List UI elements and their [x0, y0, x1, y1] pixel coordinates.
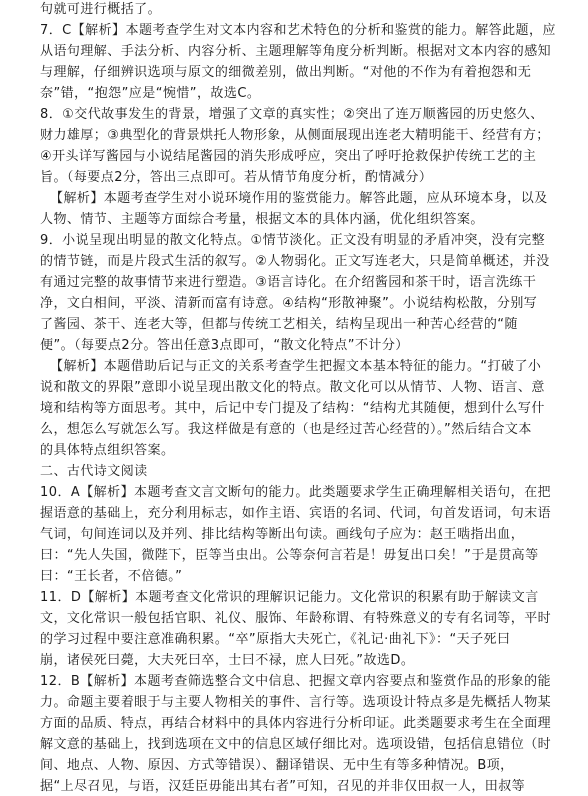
text-line: 的学习过程中要注意准确积累。“卒”原指大夫死亡，《礼记·曲礼下》：“天子死曰 — [40, 632, 511, 647]
text-line: 奈”错，“抱怨”应是“惋惜”，故选C。 — [40, 86, 261, 101]
text-line: 曰：“王长者，不倍德。” — [40, 569, 183, 584]
text-line: 旨。（每要点2分，答出三点即可。若从情节角度分析，酌情减分） — [40, 170, 433, 185]
analysis-label: 【解析】本题借助后记与正文的关系考查学生把握文本基本特征的能力。“打破了小 — [50, 359, 542, 374]
text-line: 句就可进行概括了。 — [40, 2, 162, 17]
analysis-label: 【解析】本题考查学生对小说环境作用的鉴赏能力。解答此题，应从环境本身，以及 — [50, 191, 548, 206]
text-line: 财力雄厚；③典型化的背景烘托人物形象，从侧面展现出连老大精明能干、经营有方； — [40, 128, 550, 143]
text-line: 握语意的基础上，充分利用标志，如作主语、宾语的名词、代词，句首发语词，句末语 — [40, 506, 552, 521]
text-line: 的情节链，而是片段式生活的叙写。②人物弱化。正文写连老大，只是简单概述，并没 — [40, 254, 550, 269]
text-line: 说和散文的界限”意即小说呈现出散文化的特点。散文化可以从情节、人物、语言、意 — [40, 380, 545, 395]
text-line: 8．①交代故事发生的背景，增强了文章的真实性；②突出了连万顺酱园的历史悠久、 — [40, 107, 544, 122]
text-line: ④开头详写酱园与小说结尾酱园的消失形成呼应，突出了呼吁抢救保护传统工艺的主 — [40, 149, 537, 164]
text-line: 力。命题主要着眼于与主要人物相关的事件、言行等。选项设计特点多是先概括人物某 — [40, 695, 552, 710]
text-line: 境和结构等方面思考。其中，后记中专门提及了结构：“结构尤其随便，想到什么写什 — [40, 401, 545, 416]
text-line: 文，文化常识一般包括官职、礼仪、服饰、年龄称谓、有特殊意义的专有名词等，平时 — [40, 611, 552, 626]
text-line: 方面的品质、特点，再结合材料中的具体内容进行分析印证。此类题要求考生在全面理 — [40, 716, 552, 731]
text-line: 7．C【解析】本题考查学生对文本内容和艺术特色的分析和鉴赏的能力。解答此题，应 — [40, 23, 556, 38]
text-line: 崩，诸侯死曰薨，大夫死曰卒，士曰不禄，庶人曰死。”故选D。 — [40, 653, 415, 668]
text-line: 12．B【解析】本题考查筛选整合文中信息、把握文章内容要点和鉴赏作品的形象的能 — [40, 674, 552, 689]
text-line: 气词，句间连词以及并列、排比结构等断出句读。画线句子应为：赵王啮指出血， — [40, 527, 525, 542]
text-line: 的具体特点组织答案。 — [40, 443, 175, 458]
text-line: 据“上尽召见，与语，汉廷臣毋能出其右者”可知，召见的并非仅田叔一人，田叔等 — [40, 779, 526, 794]
text-line: 解文意的基础上，找到选项在文中的信息区域仔细比对。选项设错，包括信息错位（时 — [40, 737, 552, 752]
text-line: 间、地点、人物、原因、方式等错误）、翻译错误、无中生有等多种情况。B项， — [40, 758, 514, 773]
section-heading: 二、古代诗文阅读 — [40, 464, 148, 479]
text-line: 11．D【解析】本题考查文化常识的理解识记能力。文化常识的积累有助于解读文言 — [40, 590, 539, 605]
text-line: 便”。（每要点2分。答出任意3点即可，“散文化特点”不计分） — [40, 338, 409, 353]
text-line: 10．A【解析】本题考查文言文断句的能力。此类题要求学生正确理解相关语句，在把 — [40, 485, 551, 500]
text-line: 9．小说呈现出明显的散文化特点。①情节淡化。正文没有明显的矛盾冲突，没有完整 — [40, 233, 546, 248]
text-line: 从语句理解、手法分析、内容分析、主题理解等角度分析判断。根据对文本内容的感知 — [40, 44, 552, 59]
text-line: 人物、情节、主题等方面综合考量，根据文本的具体内涵，优化组织答案。 — [40, 212, 484, 227]
text-line: 净，文白相间，平淡、清新而富有诗意。④结构“形散神聚”。小说结构松散，分别写 — [40, 296, 538, 311]
text-line: 与理解，仔细辨识选项与原文的细微差别，做出判断。“对他的不作为有着抱怨和无 — [40, 65, 532, 80]
text-line: 了酱园、茶干、连老大等，但都与传统工艺相关，结构呈现出一种苦心经营的“随 — [40, 317, 518, 332]
text-line: 曰：“先人失国，微陛下，臣等当虫出。公等奈何言若是！毋复出口矣！”于是贯高等 — [40, 548, 539, 563]
text-line: 么，想怎么写就怎么写。我这样做是有意的（也是经过苦心经营的）。”然后结合文本 — [40, 422, 532, 437]
text-line: 有通过完整的故事情节来进行塑造。③语言诗化。在介绍酱园和茶干时，语言洗练干 — [40, 275, 537, 290]
